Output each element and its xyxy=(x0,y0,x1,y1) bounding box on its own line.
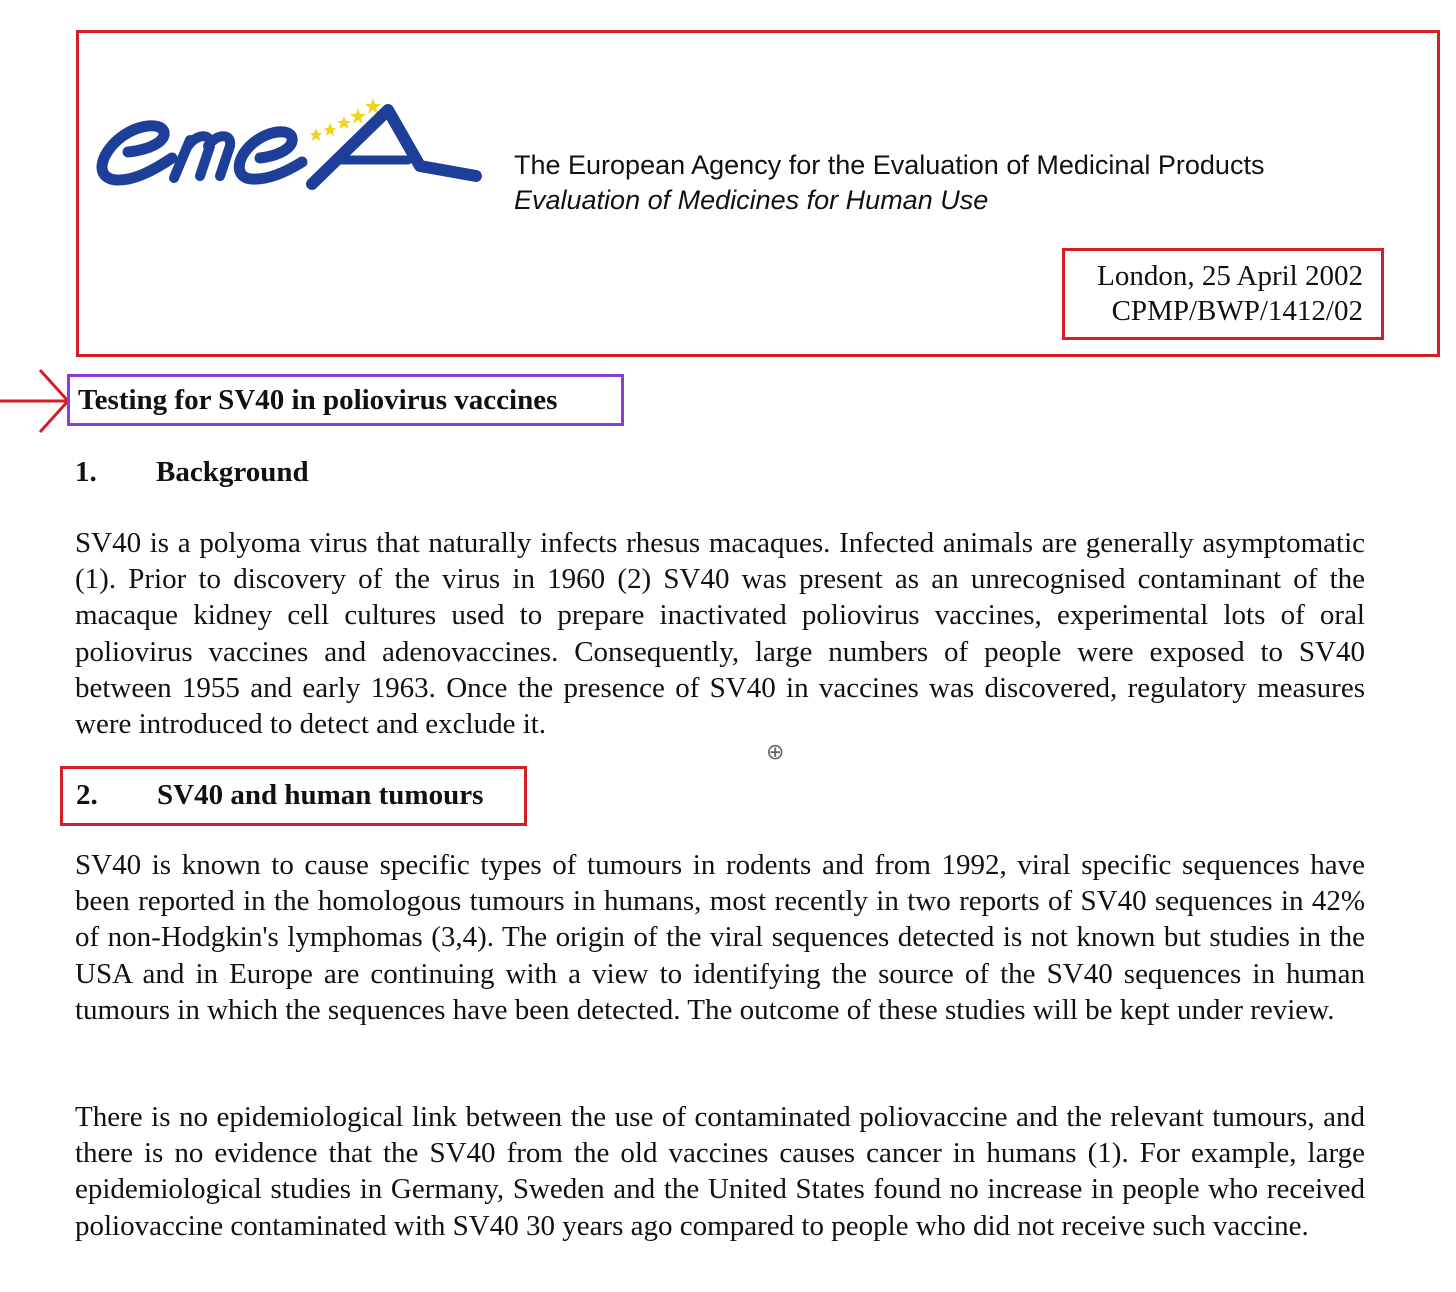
section-title: SV40 and human tumours xyxy=(157,779,484,811)
section-number: 2. xyxy=(76,779,98,811)
section-2-paragraph-1: SV40 is known to cause specific types of tumours in rodents and from 1992, viral specific sequences have been reported in the homologous tumours in humans, most recently in two reports of SV40 sequences in 42% of non-Hodgkin's lymphomas (3,4). The origin of the viral sequences detected is not known but studies in the USA and in Europe are continuing with a view to identifying the source of the SV40 sequences in human tumours in which the sequences have been detected. The outcome of these studies will be kept under review. xyxy=(75,849,1365,1026)
document-date: London, 25 April 2002 xyxy=(1097,260,1363,292)
move-cursor-icon: ⊕ xyxy=(766,740,785,765)
section-2-heading xyxy=(60,766,527,826)
red-arrow-icon xyxy=(0,368,72,434)
emea-logo xyxy=(88,80,488,205)
section-1-paragraph: SV40 is a polyoma virus that naturally infects rhesus macaques. Infected animals are generally asymptomatic (1). Prior to discovery of the virus in 1960 (2) SV40 was present as an unrecognised contaminant of the macaque kidney cell cultures used to prepare inactivated poliovirus vaccines, experimental lots of oral poliovirus vaccines and adenovaccines. Consequently, large numbers of people were exposed to SV40 between 1955 and early 1963. Once the presence of SV40 in vaccines was discovered, regulatory measures were introduced to detect and exclude it. xyxy=(75,527,1365,741)
section-number: 1. xyxy=(75,456,97,488)
section-2-paragraph-2: There is no epidemiological link between the use of contaminated poliovaccine and the relevant tumours, and there is no evidence that the SV40 from the old vaccines causes cancer in humans (1). For example, large epidemiological studies in Germany, Sweden and the United States found no increase in people who received poliovaccine contaminated with SV40 30 years ago compared to people who did not receive such vaccine. xyxy=(75,1101,1365,1242)
section-1-heading xyxy=(75,456,309,489)
agency-subtitle: Evaluation of Medicines for Human Use xyxy=(514,185,989,215)
document-reference: CPMP/BWP/1412/02 xyxy=(1111,295,1363,327)
section-title: Background xyxy=(156,456,309,488)
date-reference-box xyxy=(1062,248,1384,340)
agency-name: The European Agency for the Evaluation of Medicinal Products xyxy=(514,150,1265,180)
document-title: Testing for SV40 in poliovirus vaccines xyxy=(67,374,624,426)
